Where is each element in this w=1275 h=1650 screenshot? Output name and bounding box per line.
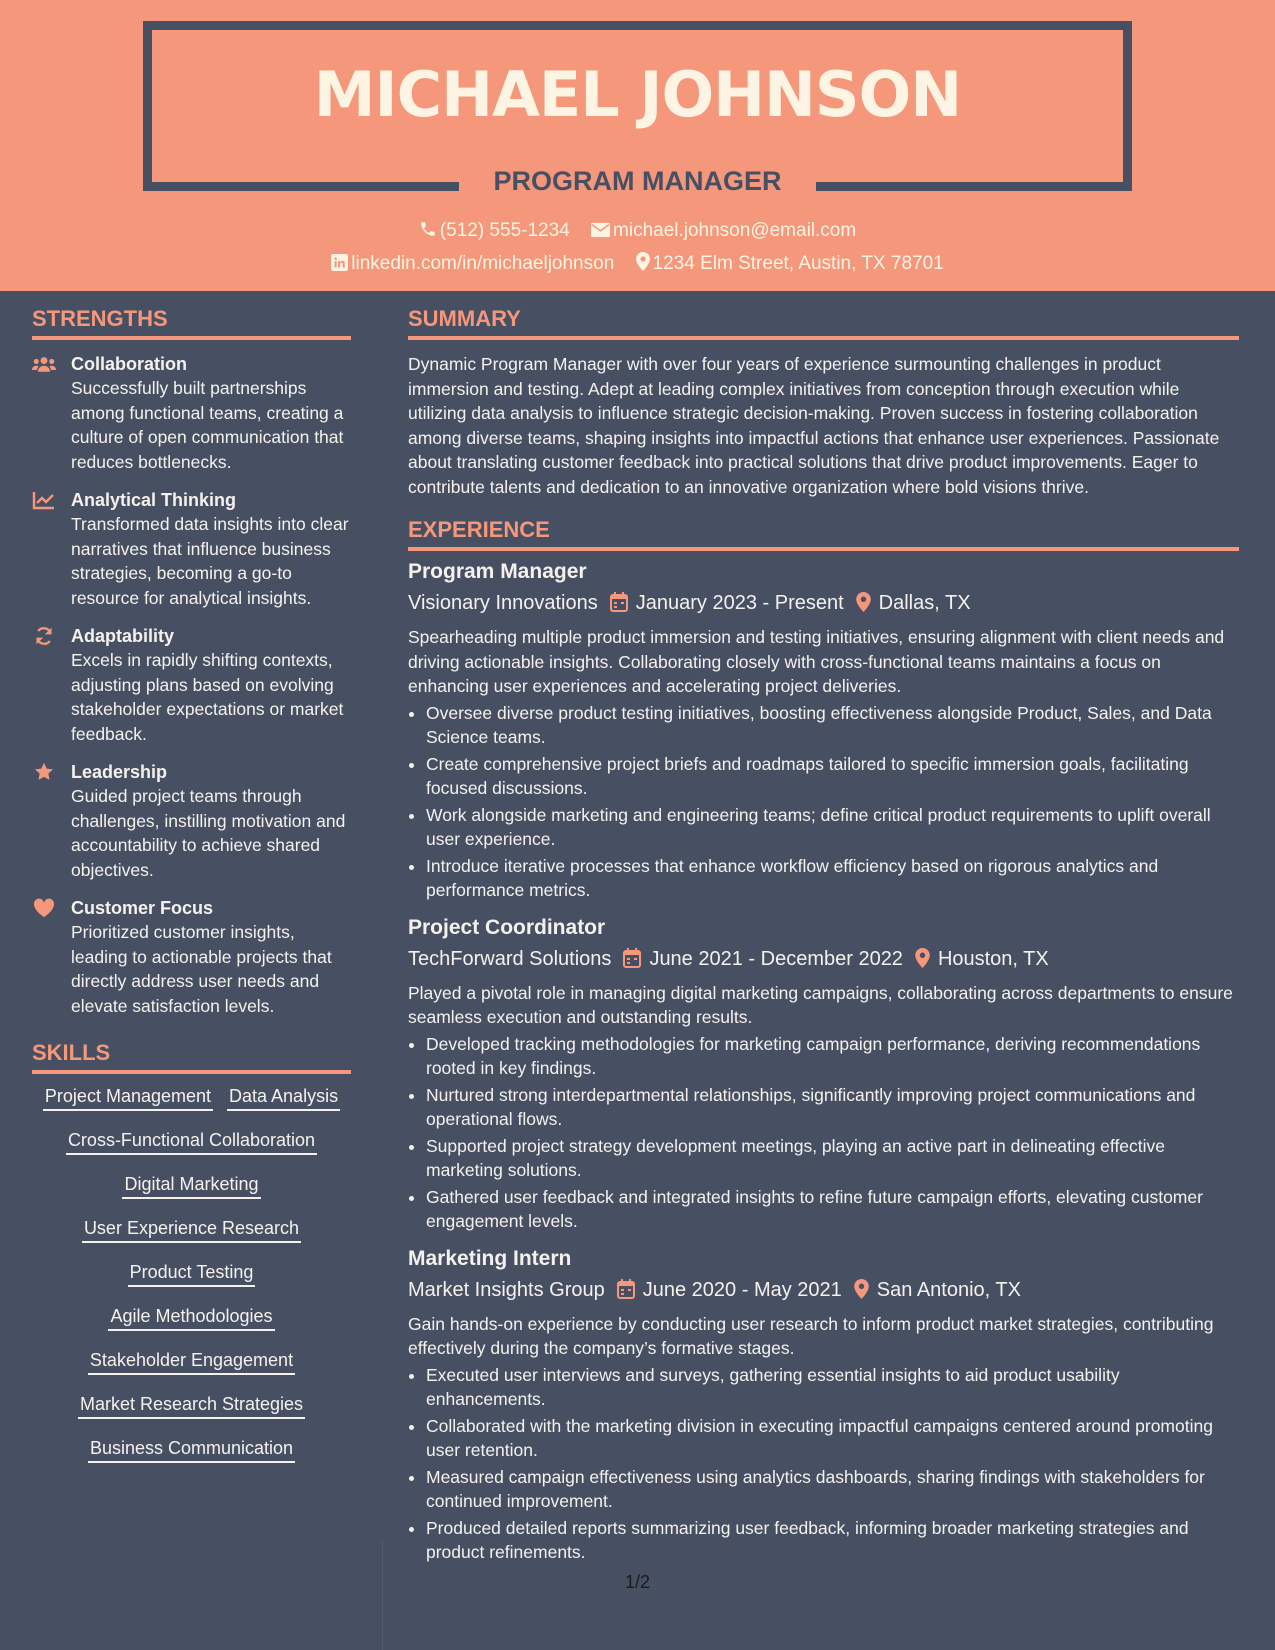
calendar-icon [610,592,628,612]
company-name: TechForward Solutions [408,947,612,970]
phone-icon [419,220,437,238]
header-frame-bottom-left [143,182,459,191]
column-divider [382,1540,383,1650]
job-dates: June 2020 - May 2021 [642,1278,842,1301]
job-description: Played a pivotal role in managing digital marketing campaigns, collaborating across departments to ensure seamless execution and outstanding results. [408,982,1233,1027]
job-description: Gain hands-on experience by conducting user research to inform product market strategies, contributing effectively during the company’s formative stages. [408,1313,1214,1358]
job-bullet: • Create comprehensive project briefs and roadmaps tailored to specific immersion goals, facilitating focused discussions. [426,752,1239,801]
address-text: 1234 Elm Street, Austin, TX 78701 [652,253,944,274]
job-entry [408,1244,1239,1565]
address-contact [636,252,944,275]
header-frame-bottom-right [816,182,1132,191]
candidate-name: MICHAEL JOHNSON [313,58,962,131]
strength-desc: Successfully built partnerships among functional teams, creating a culture of open communication that reduces bottlenecks. [71,378,344,472]
strength-desc: Guided project teams through challenges, instilling motivation and accountability to achieve shared objectives. [71,786,346,880]
job-bullet: • Supported project strategy development meetings, playing an active part in delineating effective marketing solutions. [426,1134,1239,1183]
strength-title: Customer Focus [71,898,214,918]
strength-title: Analytical Thinking [71,490,237,510]
strength-desc: Prioritized customer insights, leading to actionable projects that directly address user needs and elevate satisfaction levels. [71,922,332,1016]
job-bullet: • Work alongside marketing and engineering teams; define critical product requirements to uplift overall user experience. [426,803,1239,852]
job-bullet: • Nurtured strong interdepartmental relationships, significantly improving project communications and operational flows. [426,1083,1239,1132]
job-entry [408,557,1239,903]
job-dates: June 2021 - December 2022 [649,947,903,970]
skill-tag: Data Analysis [227,1086,340,1111]
strengths-heading: STRENGTHS [32,306,351,340]
resume-header [0,0,1275,291]
heart-icon [32,898,56,918]
star-icon [32,762,56,782]
left-column [32,306,351,1482]
chart-line-icon [32,490,56,510]
map-marker-icon [854,1279,869,1299]
map-marker-icon [915,948,930,968]
job-bullet: • Introduce iterative processes that enhance workflow efficiency based on rigorous analytics and performance metrics. [426,854,1239,903]
phone-contact [419,220,570,242]
job-dates: January 2023 - Present [635,592,844,614]
job-title: Project Coordinator [408,915,606,939]
email-contact[interactable] [591,220,856,242]
calendar-icon [617,1279,635,1299]
right-column [408,306,1239,1575]
linkedin-text[interactable]: linkedin.com/in/michaeljohnson [351,253,615,274]
job-bullet: • Measured campaign effectiveness using analytics dashboards, sharing findings with stakeholders for continued improvement. [426,1465,1239,1514]
job-bullets [408,701,1239,903]
job-meta [408,943,1239,975]
linkedin-icon [331,254,348,271]
strength-desc: Transformed data insights into clear narratives that influence business strategies, becoming a go-to resource for analytical insights. [71,514,349,608]
job-title: Program Manager [408,560,587,583]
strength-item [32,352,351,474]
strength-desc: Excels in rapidly shifting contexts, adjusting plans based on evolving stakeholder expectations or market feedback. [71,650,344,744]
linkedin-contact[interactable] [331,253,614,275]
skill-tag: Stakeholder Engagement [88,1350,295,1375]
strength-title: Leadership [71,762,168,782]
company-name: Visionary Innovations [408,592,598,614]
summary-heading: SUMMARY [408,306,1239,340]
job-bullet: • Developed tracking methodologies for marketing campaign performance, deriving recommendations rooted in key findings. [426,1032,1239,1081]
phone-text: (512) 555-1234 [439,220,570,241]
candidate-title: PROGRAM MANAGER [493,166,782,196]
strength-item [32,896,351,1018]
job-location: Dallas, TX [878,592,971,614]
strength-title: Adaptability [71,626,175,646]
job-bullet: • Oversee diverse product testing initiatives, boosting effectiveness alongside Product, Sales, and Data Science teams. [426,701,1239,750]
refresh-icon [32,626,56,646]
job-bullets [408,1032,1239,1234]
users-icon [32,354,56,374]
envelope-icon [591,222,610,238]
skill-tag: Market Research Strategies [78,1394,305,1419]
strength-title: Collaboration [71,354,187,374]
skill-tag: User Experience Research [82,1218,301,1243]
job-bullet: • Gathered user feedback and integrated insights to refine future campaign efforts, elevating customer engagement levels. [426,1185,1239,1234]
job-meta [408,1274,1239,1306]
job-entry [408,913,1239,1234]
skills-list [32,1086,351,1482]
contact-row-1 [0,220,1275,242]
job-bullet: • Executed user interviews and surveys, gathering essential insights to aid product usability enhancements. [426,1363,1239,1412]
skill-tag: Digital Marketing [122,1174,260,1199]
company-name: Market Insights Group [408,1278,605,1301]
job-bullet: • Produced detailed reports summarizing user feedback, informing broader marketing strategies and product refinements. [426,1516,1239,1565]
summary-text: Dynamic Program Manager with over four years of experience surmounting challenges in product immersion and testing. Adept at leading complex initiatives from conception through execution while utilizing data analysis to influence strategic decision-making. Proven success in fostering collaboration among diverse teams, shaping insights into impactful actions that enhance user experiences. Passionate about translating customer feedback into practical solutions that drive product improvements. Eager to contribute talents and dedication to an innovative organization where bold visions thrive. [408,354,1220,497]
job-bullet: • Collaborated with the marketing division in executing impactful campaigns centered around promoting user retention. [426,1414,1239,1463]
job-location: Houston, TX [937,947,1049,970]
skill-tag: Project Management [43,1086,213,1111]
skill-tag: Business Communication [88,1438,295,1463]
email-text[interactable]: michael.johnson@email.com [613,220,857,241]
map-marker-icon [636,252,650,271]
strength-item [32,624,351,746]
skill-tag: Agile Methodologies [108,1306,274,1331]
map-marker-icon [856,592,871,612]
job-meta [408,587,1239,619]
skill-tag: Product Testing [128,1262,256,1287]
strength-item [32,760,351,882]
job-title: Marketing Intern [408,1246,572,1270]
job-bullets [408,1363,1239,1565]
page-number: 1/2 [624,1572,651,1592]
strength-item [32,488,351,610]
skills-heading: SKILLS [32,1040,351,1074]
job-description: Spearheading multiple product immersion and testing initiatives, ensuring alignment with client needs and driving actionable insights. Collaborating closely with cross-functional teams maintains a focus on enhancing user experiences and accelerating project deliveries. [408,627,1225,696]
job-location: San Antonio, TX [876,1278,1021,1301]
contact-row-2 [0,252,1275,275]
experience-heading: EXPERIENCE [408,517,1239,551]
calendar-icon [623,948,641,968]
skill-tag: Cross-Functional Collaboration [66,1130,317,1155]
